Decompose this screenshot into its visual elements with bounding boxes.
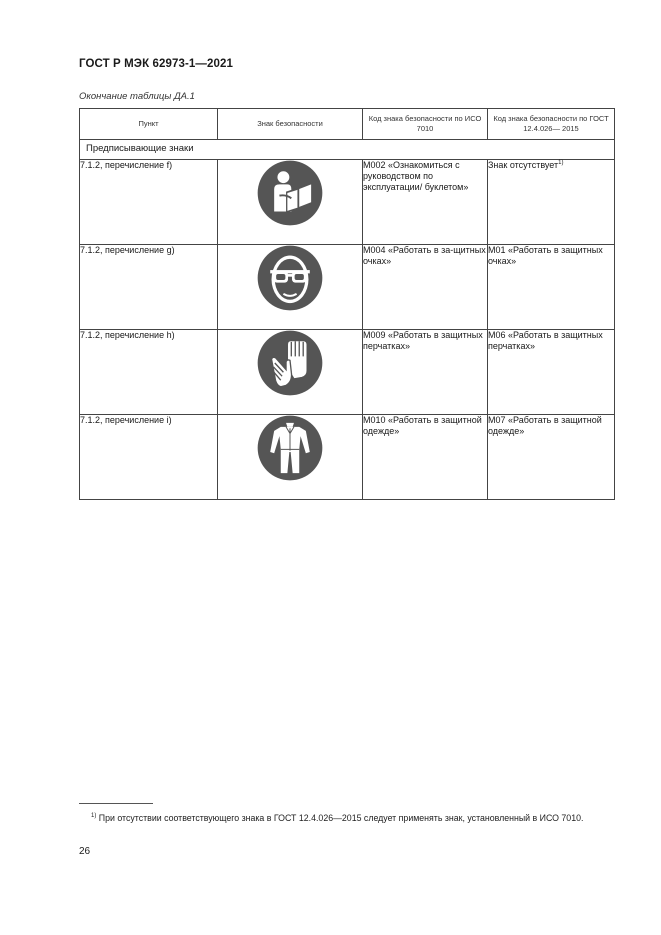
sign-cell <box>218 415 363 500</box>
row-gost-code-cell <box>488 415 615 500</box>
row-gost-code-cell <box>488 330 615 415</box>
row-gost-code-cell <box>488 245 615 330</box>
wear-goggles-icon <box>257 245 323 311</box>
document-title: ГОСТ Р МЭК 62973-1—2021 <box>79 58 233 70</box>
table-header-row <box>80 109 615 140</box>
column-header-sign: Знак безопасности <box>218 109 363 140</box>
sign-cell <box>218 160 363 245</box>
row-item: 7.1.2, перечисление h) <box>80 330 218 415</box>
sign-cell <box>218 245 363 330</box>
read-manual-icon <box>257 160 323 226</box>
section-label: Предписывающие знаки <box>80 140 615 160</box>
row-gost-code-cell <box>488 160 615 245</box>
column-header-item: Пункт <box>80 109 218 140</box>
safety-signs-table <box>79 108 615 500</box>
page-number: 26 <box>79 846 91 857</box>
table-row <box>80 330 615 415</box>
table-row <box>80 160 615 245</box>
wear-protective-clothing-icon <box>257 415 323 481</box>
footnote <box>79 812 614 825</box>
column-header-gost-code: Код знака безопасности по ГОСТ 12.4.026— 2015 <box>488 109 615 140</box>
footnote-divider <box>79 803 153 804</box>
row-gost-code: M01 «Работать в защитных очках» <box>488 245 603 266</box>
column-header-iso-code: Код знака безопасности по ИСО 7010 <box>363 109 488 140</box>
table-row <box>80 415 615 500</box>
wear-gloves-icon <box>257 330 323 396</box>
row-item: 7.1.2, перечисление f) <box>80 160 218 245</box>
sign-cell <box>218 330 363 415</box>
row-item: 7.1.2, перечисление g) <box>80 245 218 330</box>
row-gost-code: M07 «Работать в защитной одежде» <box>488 415 602 436</box>
row-gost-code: M06 «Работать в защитных перчатках» <box>488 330 603 351</box>
section-row <box>80 140 615 160</box>
table-row <box>80 245 615 330</box>
row-gost-code: Знак отсутствует <box>488 160 559 170</box>
footnote-text: При отсутствии соответствующего знака в ГОСТ 12.4.026—2015 следует применять знак, установленный в ИСО 7010. <box>96 813 584 823</box>
row-iso-code: M009 «Работать в защитных перчатках» <box>363 330 488 415</box>
footnote-marker: 1) <box>91 813 97 819</box>
row-iso-code: M004 «Работать в за-щитных очках» <box>363 245 488 330</box>
row-item: 7.1.2, перечисление i) <box>80 415 218 500</box>
table-caption: Окончание таблицы ДА.1 <box>79 91 195 102</box>
footnote-ref: 1) <box>558 160 564 166</box>
row-iso-code: M002 «Ознакомиться с руководством по эксплуатации/ буклетом» <box>363 160 488 245</box>
row-iso-code: M010 «Работать в защитной одежде» <box>363 415 488 500</box>
